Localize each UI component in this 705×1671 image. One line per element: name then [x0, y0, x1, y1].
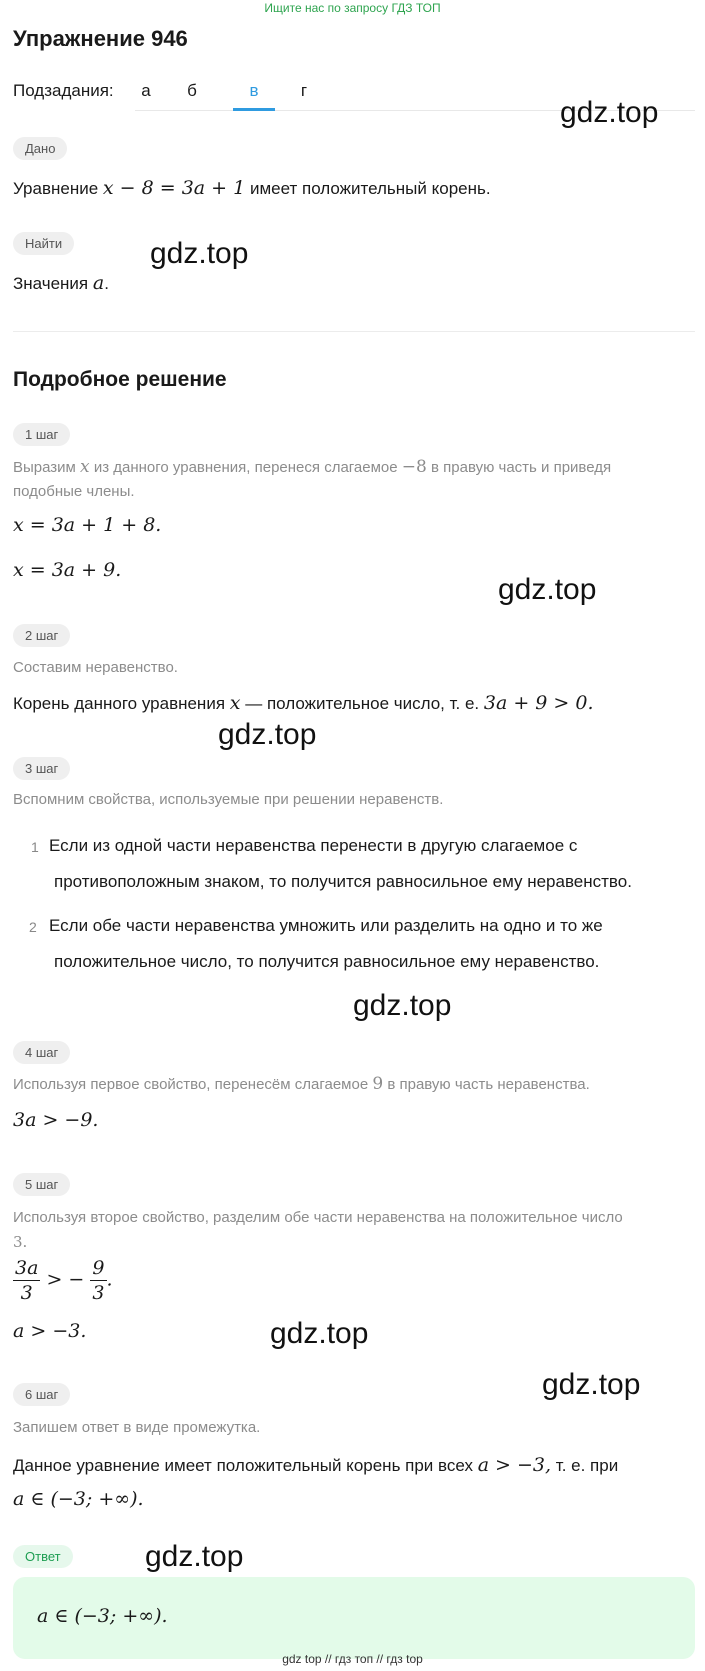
- list-item-line: Если обе части неравенства умножить или разделить на одно и то же: [49, 916, 603, 935]
- list-item-number: 2: [29, 919, 37, 935]
- watermark: gdz.top: [145, 1540, 244, 1573]
- step-3-desc: Вспомним свойства, используемые при решении неравенств.: [13, 791, 444, 808]
- fraction: $\frac{3a}{3}$: [15, 1257, 39, 1304]
- step-5-desc: Используя второе свойство, разделим обе части неравенства на положительное число 3.: [13, 1209, 623, 1251]
- subtasks-label: Подзадания:: [13, 81, 114, 100]
- step-6-text: Данное уравнение имеет положительный корень при всех a > −3, т. е. при: [13, 1454, 619, 1476]
- step-6-answer-line: a ∈ (−3; +∞).: [13, 1488, 144, 1510]
- step-5-eq: a > −3.: [13, 1320, 87, 1342]
- tab-b[interactable]: б: [187, 81, 197, 100]
- step-1-eq-1: x = 3a + 1 + 8.: [13, 514, 162, 536]
- tab-v[interactable]: в: [249, 81, 259, 100]
- active-tab-indicator: [233, 108, 275, 111]
- list-item-line: Если из одной части неравенства перенести в другую слагаемое с: [49, 836, 578, 855]
- watermark: gdz.top: [542, 1368, 641, 1401]
- page-title: Упражнение 946: [13, 26, 188, 51]
- given-equation: x − 8 = 3a + 1: [102, 177, 246, 199]
- watermark: gdz.top: [353, 989, 452, 1022]
- given-pill: Дано: [13, 137, 67, 160]
- step-1-desc: Выразим x из данного уравнения, перенеся слагаемое −8 в правую часть и приведя подобные члены.: [13, 457, 612, 500]
- step-1-pill: 1 шаг: [13, 423, 70, 446]
- watermark: gdz.top: [218, 718, 317, 751]
- answer-value: a ∈ (−3; +∞).: [37, 1605, 168, 1627]
- section-divider: [13, 331, 695, 332]
- answer-pill: Ответ: [13, 1545, 73, 1568]
- list-item-number: 1: [31, 839, 39, 855]
- step-3-pill: 3 шаг: [13, 757, 70, 780]
- fraction: $\frac{9}{3}$: [92, 1257, 105, 1304]
- tab-g[interactable]: г: [300, 81, 308, 100]
- step-6-desc: Запишем ответ в виде промежутка.: [13, 1419, 261, 1436]
- step-4-pill: 4 шаг: [13, 1041, 70, 1064]
- tab-a[interactable]: а: [141, 81, 151, 100]
- step-6-pill: 6 шаг: [13, 1383, 70, 1406]
- step-2-desc: Составим неравенство.: [13, 659, 178, 676]
- watermark: gdz.top: [150, 237, 249, 270]
- step-4-desc: Используя первое свойство, перенесём слагаемое 9 в правую часть неравенства.: [13, 1074, 590, 1094]
- step-1-eq-2: x = 3a + 9.: [13, 559, 122, 581]
- watermark: gdz.top: [560, 96, 659, 129]
- step-5-fraction-eq: $\frac{3a}{3}$ > − $\frac{9}{3}$ .: [15, 1257, 113, 1304]
- list-item-line: положительное число, то получится равносильное ему неравенство.: [54, 952, 600, 971]
- list-item-line: противоположным знаком, то получится равносильное ему неравенство.: [54, 872, 632, 891]
- watermark: gdz.top: [498, 573, 597, 606]
- step-2-pill: 2 шаг: [13, 624, 70, 647]
- given-text: Уравнение x − 8 = 3a + 1 имеет положительный корень.: [13, 177, 491, 199]
- footer[interactable]: gdz top // гдз топ // гдз top: [282, 1652, 423, 1666]
- top-banner[interactable]: Ищите нас по запросу ГДЗ ТОП: [264, 1, 441, 15]
- step-2-text: Корень данного уравнения x — положительное число, т. е. 3a + 9 > 0.: [13, 692, 594, 714]
- solution-title: Подробное решение: [13, 368, 227, 391]
- watermark: gdz.top: [270, 1317, 369, 1350]
- find-pill: Найти: [13, 232, 74, 255]
- step-4-eq: 3a > −9.: [13, 1109, 99, 1131]
- find-text: Значения a.: [13, 272, 109, 294]
- step-5-pill: 5 шаг: [13, 1173, 70, 1196]
